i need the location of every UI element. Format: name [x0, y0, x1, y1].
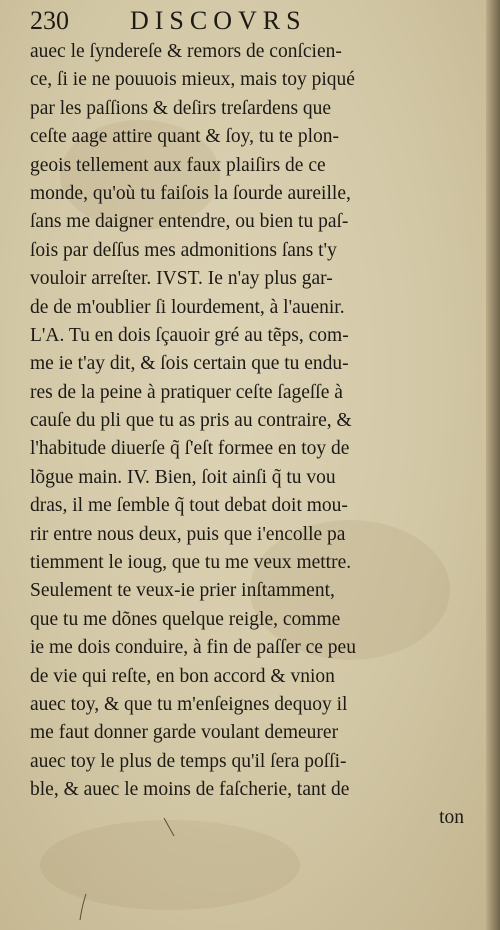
text-line: ce, ſi ie ne pouuois mieux, mais toy piqué	[30, 69, 355, 91]
text-line: auec le ſyndereſe & remors de conſcien-	[30, 41, 342, 62]
text-line: vouloir arreſter. IVST. Ie n'ay plus gar-	[30, 268, 333, 290]
page-header	[30, 4, 470, 38]
text-line: cauſe du pli que tu as pris au contraire, &	[30, 410, 352, 432]
running-title: DISCOVRS	[130, 6, 307, 35]
text-line: l'habitude diuerſe q̃ ſ'eſt formee en toy de	[30, 438, 350, 460]
text-line: de de m'oublier ſi lourdement, à l'auenir.	[30, 296, 345, 318]
text-line: auec toy le plus de temps qu'il ſera poſſi-	[30, 750, 347, 772]
catchword-container	[439, 807, 464, 829]
ink-mark	[76, 892, 92, 922]
body-text	[30, 38, 488, 805]
text-line: auec toy, & que tu m'enſeignes dequoy il	[30, 693, 348, 715]
text-line: me faut donner garde voulant demeurer	[30, 722, 339, 744]
text-line: monde, qu'où tu faiſois la ſourde aureille,	[30, 182, 351, 204]
text-line: que tu me dõnes quelque reigle, comme	[30, 608, 341, 630]
text-line: geois tellement aux faux plaiſirs de ce	[30, 154, 326, 176]
page-number: 230	[30, 6, 69, 35]
text-line: Seulement te veux-ie prier inſtamment,	[30, 580, 335, 602]
text-line: tiemment le ioug, que tu me veux mettre.	[30, 552, 352, 574]
text-line: de vie qui reſte, en bon accord & vnion	[30, 665, 335, 687]
page-gutter	[486, 0, 500, 930]
text-line: res de la peine à pratiquer ceſte ſageſſe à	[30, 381, 343, 403]
text-line: dras, il me ſemble q̃ tout debat doit mou-	[30, 495, 348, 517]
text-line: lõgue main. IV. Bien, ſoit ainſi q̃ tu vou	[30, 466, 336, 488]
text-line: ſans me daigner entendre, ou bien tu paſ-	[30, 211, 349, 233]
text-line: rir entre nous deux, puis que i'encolle pa	[30, 523, 346, 545]
text-line: me ie t'ay dit, & ſois certain que tu endu-	[30, 353, 349, 375]
text-line: ſois par deſſus mes admonitions ſans t'y	[30, 239, 337, 261]
text-line: ceſte aage attire quant & ſoy, tu te plon-	[30, 126, 339, 148]
catchword: ton	[439, 807, 464, 828]
ink-mark	[160, 816, 180, 840]
text-line: par les paſſions & deſirs treſardens que	[30, 97, 332, 119]
text-line: ie me dois conduire, à fin de paſſer ce peu	[30, 637, 356, 659]
text-line: L'A. Tu en dois ſçauoir gré au tẽps, com-	[30, 324, 349, 346]
text-line: ble, & auec le moins de faſcherie, tant de	[30, 779, 350, 801]
